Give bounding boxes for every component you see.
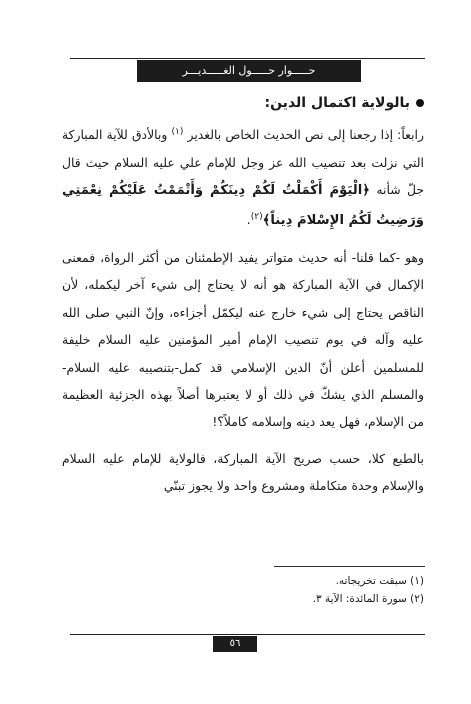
- paragraph-1: [62, 119, 424, 235]
- bullet-icon: [416, 99, 424, 107]
- paragraph-1-end: .: [246, 212, 251, 228]
- footnote-ref-2: (٢): [250, 212, 263, 223]
- running-title: حـــــوار حـــــول الغـــــديـــر: [137, 60, 361, 82]
- page-number: ٥٦: [213, 636, 257, 652]
- footnotes: [62, 572, 424, 608]
- footer-rule: [70, 634, 425, 635]
- paragraph-1-text: رابعاً: إذا رجعنا إلى نص الحديث الخاص بالغدير: [183, 127, 424, 143]
- paragraph-2: وهو -كما قلنا- أنه حديث متواتر يفيد الإطمئنان من أكثر الرواة، فمعنى الإكمال في الآية المباركة هو أنه لا يحتاج إلى شيء آخر ليكمله، لأن الناقص يحتاج إلى شيء خارج عنه ليكمّل أجزاءه، وإنّ النبي صلى الله عليه وآله في يوم تنصيب الإمام أمير المؤمنين عليه السلام خليفة للمسلمين أعلن أنّ الدين الإسلامي قد كمل-بتنصيبه عليه السلام-والمسلم الذي يشكّ في ذلك أو لا يعتبرها أصلاً بهذه الجزئية العظيمة من الإسلام، فهل يعد دينه وإسلامه كاملاً؟!: [62, 249, 424, 430]
- header-rule: [70, 58, 425, 59]
- paragraph-3: بالطبع كلا، حسب صريح الآية المباركة، فالولاية للإمام عليه السلام والإسلام وحدة متكاملة ومشروع واحد ولا يجوز تبنّي: [62, 450, 424, 494]
- paragraph-1-text-cont: وبالأدق للآية المباركة التي نزلت بعد تنصيب الله عز وجل للإمام علي عليه السلام حيث قال جلّ شأنه: [62, 127, 424, 197]
- footnote-2: (٢) سورة المائدة: الآية ٣.: [312, 593, 424, 605]
- quran-verse: ﴿الْيَوْمَ أَكْمَلْتُ لَكُمْ دِينَكُمْ وَأَتْمَمْتُ عَلَيْكُمْ نِعْمَتِي وَرَضِيتُ لَكُمُ الإِسْلامَ دِيناً﴾: [62, 182, 424, 229]
- section-heading-text: بالولاية اكتمال الدين:: [264, 95, 410, 111]
- footnote-1: (١) سبقت تخريجاته.: [335, 575, 424, 587]
- footnote-rule: [274, 566, 425, 567]
- section-heading: [62, 95, 424, 111]
- footnote-ref-1: (١): [171, 127, 184, 137]
- page-body: [62, 95, 424, 509]
